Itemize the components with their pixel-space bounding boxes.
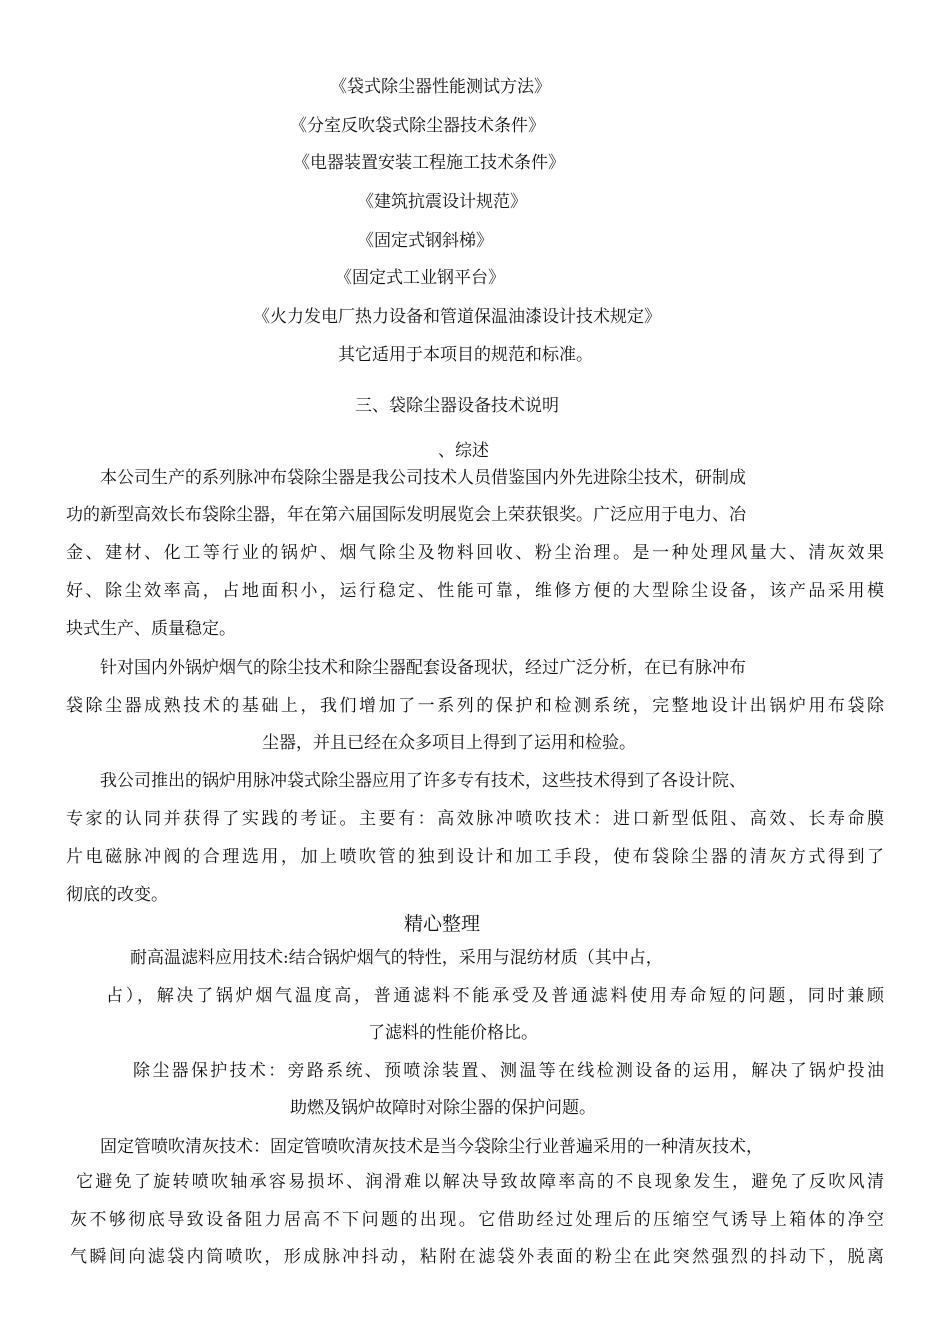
- watermark-text: 精心整理: [404, 913, 481, 935]
- paragraph-line: 片电磁脉冲阀的合理选用，加上喷吹管的独到设计和加工手段，使布袋除尘器的清灰方式得到了: [66, 847, 884, 867]
- reference-line: 《固定式钢斜梯》: [357, 231, 493, 251]
- section-title: 三、袋除尘器设备技术说明: [355, 396, 559, 416]
- reference-line: 《袋式除尘器性能测试方法》: [330, 77, 551, 97]
- reference-line: 《电器装置安装工程施工技术条件》: [293, 153, 565, 173]
- paragraph-line: 本公司生产的系列脉冲布袋除尘器是我公司技术人员借鉴国内外先进除尘技术，研制成: [100, 468, 746, 488]
- reference-line: 《建筑抗震设计规范》: [357, 192, 527, 212]
- paragraph-line: 针对国内外锅炉烟气的除尘技术和除尘器配套设备现状，经过广泛分析，在已有脉冲布: [100, 658, 746, 678]
- reference-line: 《固定式工业钢平台》: [335, 268, 505, 288]
- paragraph-line: 彻底的改变。: [66, 885, 168, 905]
- reference-line: 其它适用于本项目的规范和标准。: [338, 345, 593, 365]
- paragraph-line: 专家的认同并获得了实践的考证。主要有：高效脉冲喷吹技术：进口新型低阻、高效、长寿命膜: [66, 809, 884, 829]
- paragraph-line: 我公司推出的锅炉用脉冲袋式除尘器应用了许多专有技术，这些技术得到了各设计院、: [100, 771, 746, 791]
- paragraph-line: 了滤料的性能价格比。: [368, 1023, 538, 1043]
- paragraph-line: 好、除尘效率高，占地面积小，运行稳定、性能可靠，维修方便的大型除尘设备，该产品采用模: [66, 581, 884, 601]
- paragraph-line: 尘器，并且已经在众多项目上得到了运用和检验。: [262, 733, 636, 753]
- paragraph-line: 固定管喷吹清灰技术：固定管喷吹清灰技术是当今袋除尘行业普遍采用的一种清灰技术，: [100, 1137, 763, 1157]
- reference-line: 《火力发电厂热力设备和管道保温油漆设计技术规定》: [253, 307, 661, 327]
- paragraph-line: 占），解决了锅炉烟气温度高，普通滤料不能承受及普通滤料使用寿命短的问题，同时兼顾: [106, 986, 884, 1006]
- paragraph-line: 助燃及锅炉故障时对除尘器的保护问题。: [290, 1098, 596, 1118]
- reference-line: 《分室反吹袋式除尘器技术条件》: [290, 116, 545, 136]
- paragraph-line: 功的新型高效长布袋除尘器，年在第六届国际发明展览会上荣获银奖。广泛应用于电力、冶: [66, 505, 746, 525]
- subsection-title: 、综述: [438, 441, 489, 461]
- paragraph-line: 它避免了旋转喷吹轴承容易损坏、润滑难以解决导致故障率高的不良现象发生，避免了反吹风清: [76, 1172, 884, 1192]
- paragraph-line: 块式生产、质量稳定。: [66, 619, 236, 639]
- paragraph-line: 灰不够彻底导致设备阻力居高不下问题的出现。它借助经过处理后的压缩空气诱导上箱体的净空: [70, 1210, 884, 1230]
- paragraph-line: 除尘器保护技术：旁路系统、预喷涂装置、测温等在线检测设备的运用，解决了锅炉投油: [133, 1061, 884, 1081]
- paragraph-line: 袋除尘器成熟技术的基础上，我们增加了一系列的保护和检测系统，完整地设计出锅炉用布袋除: [66, 696, 884, 716]
- paragraph-line: 耐高温滤料应用技术:结合锅炉烟气的特性，采用与混纺材质（其中占，: [130, 948, 663, 968]
- paragraph-line: 气瞬间向滤袋内筒喷吹，形成脉冲抖动，粘附在滤袋外表面的粉尘在此突然强烈的抖动下，脱离: [70, 1247, 884, 1267]
- paragraph-line: 金、建材、化工等行业的锅炉、烟气除尘及物料回收、粉尘治理。是一种处理风量大、清灰效果: [66, 543, 884, 563]
